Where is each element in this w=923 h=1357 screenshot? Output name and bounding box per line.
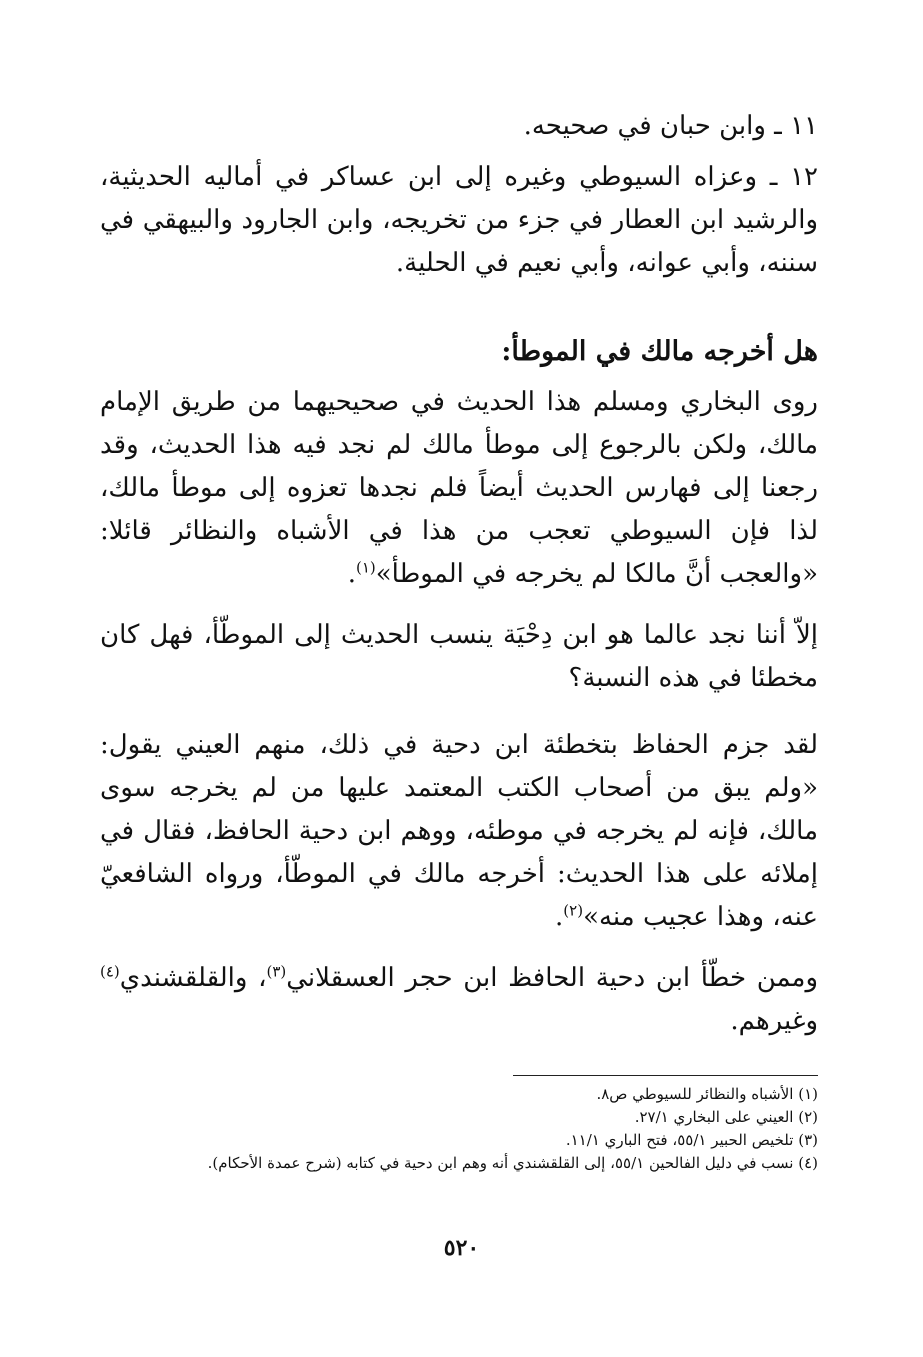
- list-item-11: ١١ ـ وابن حبان في صحيحه.: [523, 111, 818, 141]
- footnote-2: (٢) العيني على البخاري ٢٧/١.: [634, 1108, 818, 1126]
- paragraph-4: [100, 957, 818, 1043]
- paragraph-3-text: لقد جزم الحفاظ بتخطئة ابن دحية في ذلك، منهم العيني يقول: «ولم يبق من أصحاب الكتب المعتمد عليها من لم يخرجه سوى مالك، فإنه لم يخرجه في موطئه، ووهم ابن دحية الحافظ، فقال في إملائه على هذا الحديث: أخرجه مالك في الموطّأ، ورواه الشافعيّ عنه، وهذا عجيب منه»: [100, 730, 818, 932]
- paragraph-4-part-b: ، والقلقشندي: [119, 963, 267, 993]
- paragraph-4-part-c: وغيرهم.: [730, 1006, 818, 1036]
- footnote-3: (٣) تلخيص الحبير ٥٥/١، فتح الباري ١١/١.: [565, 1131, 818, 1149]
- page-number: ٥٢٠: [443, 1235, 480, 1261]
- footnotes: [100, 1083, 818, 1175]
- paragraph-1: [100, 381, 818, 596]
- footnote-1: (١) الأشباه والنظائر للسيوطي ص٨.: [596, 1085, 818, 1103]
- paragraph-3-end: .: [555, 902, 564, 932]
- footnote-ref-3: (٣): [266, 962, 287, 981]
- section-heading: هل أخرجه مالك في الموطأ:: [501, 336, 818, 367]
- footnote-ref-1: (١): [355, 558, 376, 577]
- paragraph-1-end: .: [347, 559, 356, 589]
- page-body: [100, 100, 818, 1043]
- footnote-divider: [513, 1075, 818, 1076]
- paragraph-2: إلاّ أننا نجد عالما هو ابن دِحْيَة ينسب الحديث إلى الموطّأ، فهل كان مخطئا في هذه النسبة؟: [100, 620, 818, 693]
- paragraph-4-part-a: وممن خطّأ ابن دحية الحافظ ابن حجر العسقلاني: [286, 963, 818, 993]
- paragraph-1-text: روى البخاري ومسلم هذا الحديث في صحيحيهما من طريق الإمام مالك، ولكن بالرجوع إلى موطأ مالك لم نجد فيه هذا الحديث، وقد رجعنا إلى فهارس الحديث أيضاً فلم نجدها تعزوه إلى موطأ مالك، لذا فإن السيوطي تعجب من هذا في الأشباه والنظائر قائلا: «والعجب أنَّ مالكا لم يخرجه في الموطأ»: [100, 387, 818, 589]
- footnote-ref-2: (٢): [563, 901, 584, 920]
- footnote-ref-4: (٤): [100, 962, 120, 981]
- list-item-12: ١٢ ـ وعزاه السيوطي وغيره إلى ابن عساكر في أماليه الحديثية، والرشيد ابن العطار في جزء من تخريجه، وابن الجارود والبيهقي في سننه، وأبي عوانه، وأبي نعيم في الحلية.: [100, 162, 818, 278]
- paragraph-3: [100, 724, 818, 939]
- footnote-4: (٤) نسب في دليل الفالحين ٥٥/١، إلى القلقشندي أنه وهم ابن دحية في كتابه (شرح عمدة الأحكام).: [207, 1154, 818, 1172]
